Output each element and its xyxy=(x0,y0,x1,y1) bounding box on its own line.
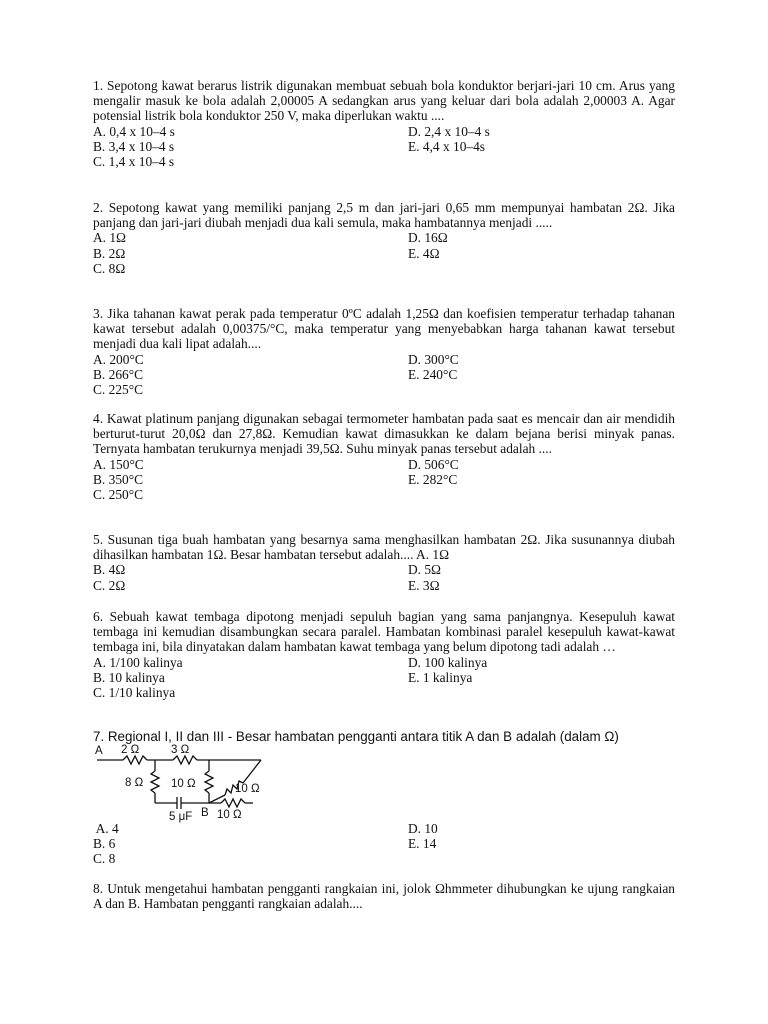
option-d: D. 506°C xyxy=(408,456,459,472)
option-d: D. 100 kalinya xyxy=(408,654,488,670)
option-a: A. 200°C xyxy=(93,351,144,367)
question-1 xyxy=(93,78,675,169)
option-d: D. 10 xyxy=(408,821,438,836)
option-d: D. 16Ω xyxy=(408,230,448,246)
option-b: B. 2Ω xyxy=(93,245,126,261)
r4-label: 10 Ω xyxy=(171,778,196,790)
option-a: A. 1Ω xyxy=(93,230,127,246)
option-b: B. 10 kalinya xyxy=(93,669,165,685)
r3-label: 8 Ω xyxy=(125,777,144,789)
question-7-text: 7. Regional I, II dan III - Besar hambatan pengganti antara titik A dan B adalah (dalam Ω) xyxy=(93,729,619,744)
circuit-diagram xyxy=(93,743,273,823)
r5-label: 10 Ω xyxy=(235,783,260,795)
option-a: A. 1/100 kalinya xyxy=(93,654,183,670)
option-e: E. 4Ω xyxy=(408,245,440,261)
resistor-8ohm xyxy=(151,771,159,793)
r6-label: 10 Ω xyxy=(217,809,242,821)
question-3-options-row-2 xyxy=(93,367,675,382)
capacitor-label: 5 μF xyxy=(169,811,193,823)
point-a-label: A xyxy=(95,745,103,757)
question-4-text: 4. Kawat platinum panjang digunakan sebagai termometer hambatan pada saat es mencair dan air mendidih berturut-turut 20,0Ω dan 27,8Ω. Kemudian kawat dimasukkan ke dalam bejana berisi minyak panas. Ternyata hambatan terukurnya menjadi 39,5Ω. Suhu minyak panas tersebut adalah .... xyxy=(93,411,675,457)
option-d: D. 300°C xyxy=(408,351,459,367)
option-c: C. 1,4 x 10–4 s xyxy=(93,153,175,169)
question-4-options-row-2 xyxy=(93,472,675,487)
question-2-options-row-2 xyxy=(93,246,675,261)
option-e: E. 3Ω xyxy=(408,577,440,593)
question-2-options-row-3 xyxy=(93,261,675,276)
option-b: B. 350°C xyxy=(93,471,143,487)
resistor-3ohm xyxy=(173,756,197,764)
question-7-options-row-2 xyxy=(93,836,675,851)
question-2 xyxy=(93,200,675,276)
option-d: D. 2,4 x 10–4 s xyxy=(408,123,490,139)
question-5-options-row-2 xyxy=(93,578,675,593)
resistor-10ohm-middle xyxy=(205,771,213,793)
question-8 xyxy=(93,881,675,911)
question-6-text: 6. Sebuah kawat tembaga dipotong menjadi sepuluh bagian yang sama panjangnya. Kesepuluh kawat tembaga ini kemudian disambungkan secara paralel. Hambatan kombinasi paralel kesepuluh kawat-kawat tembaga ini, bila dinyatakan dalam hambatan kawat tembaga yang belum dipotong tadi adalah … xyxy=(93,609,675,655)
question-6-options-row-1 xyxy=(93,655,675,670)
option-b: B. 6 xyxy=(93,836,116,852)
question-6-options-row-3 xyxy=(93,685,675,700)
question-5 xyxy=(93,532,675,593)
option-e: E. 4,4 x 10–4s xyxy=(408,138,485,154)
option-c: C. 250°C xyxy=(93,486,143,502)
point-b-label: B xyxy=(201,807,209,819)
question-3-options-row-3 xyxy=(93,382,675,397)
r2-label: 3 Ω xyxy=(171,744,190,756)
question-2-text: 2. Sepotong kawat yang memiliki panjang 2,5 m dan jari-jari 0,65 mm mempunyai hambatan 2Ω. Jika panjang dan jari-jari diubah menjadi dua kali semula, maka hambatannya menjadi ..... xyxy=(93,200,675,231)
question-7-options xyxy=(93,821,675,867)
question-8-text: 8. Untuk mengetahui hambatan pengganti rangkaian ini, jolok Ωhmmeter dihubungkan ke ujung rangkaian A dan B. Hambatan pengganti rangkaian adalah.... xyxy=(93,881,675,912)
question-4-options-row-1 xyxy=(93,457,675,472)
option-a: A. 150°C xyxy=(93,456,144,472)
question-6 xyxy=(93,609,675,700)
r1-label: 2 Ω xyxy=(121,744,140,756)
option-e: E. 1 kalinya xyxy=(408,669,473,685)
option-c: C. 8Ω xyxy=(93,260,126,276)
question-1-options-row-1 xyxy=(93,124,675,139)
option-c: C. 1/10 kalinya xyxy=(93,684,176,700)
question-2-options-row-1 xyxy=(93,230,675,245)
option-d: D. 5Ω xyxy=(408,562,442,578)
question-1-options-row-2 xyxy=(93,139,675,154)
question-7-options-row-3 xyxy=(93,851,675,866)
question-3 xyxy=(93,306,675,397)
option-b: B. 3,4 x 10–4 s xyxy=(93,138,175,154)
option-c: C. 225°C xyxy=(93,381,143,397)
option-c: C. 8 xyxy=(93,851,116,867)
option-e: E. 240°C xyxy=(408,366,458,382)
question-1-options-row-3 xyxy=(93,154,675,169)
question-3-text: 3. Jika tahanan kawat perak pada temperatur 0ºC adalah 1,25Ω dan koefisien temperatur terhadap tahanan kawat tersebut adalah 0,00375/°C, maka temperatur yang menyebabkan harga tahanan kawat tersebut menjadi dua kali lipat adalah.... xyxy=(93,306,675,352)
question-4-options-row-3 xyxy=(93,487,675,502)
question-7 xyxy=(93,729,675,744)
question-1-text: 1. Sepotong kawat berarus listrik digunakan membuat sebuah bola konduktor berjari-jari 10 cm. Arus yang mengalir masuk ke bola adalah 2,00005 A sedangkan arus yang keluar dari bola adalah 2,00003 A. Agar potensial listrik bola konduktor 250 V, maka diperlukan waktu .... xyxy=(93,78,675,124)
option-a: A. 4 xyxy=(93,821,119,836)
option-e: E. 14 xyxy=(408,836,437,852)
option-c: C. 2Ω xyxy=(93,577,126,593)
resistor-10ohm-bottom xyxy=(221,799,245,807)
option-e: E. 282°C xyxy=(408,471,458,487)
question-5-options-row-1 xyxy=(93,562,675,577)
option-b: B. 266°C xyxy=(93,366,143,382)
question-5-text: 5. Susunan tiga buah hambatan yang besarnya sama menghasilkan hambatan 2Ω. Jika susunannya diubah dihasilkan hambatan 1Ω. Besar hambatan tersebut adalah.... A. 1Ω xyxy=(93,532,675,563)
resistor-2ohm xyxy=(123,756,147,764)
option-b: B. 4Ω xyxy=(93,562,126,578)
option-a: A. 0,4 x 10–4 s xyxy=(93,123,175,139)
question-3-options-row-1 xyxy=(93,352,675,367)
question-4 xyxy=(93,411,675,502)
question-6-options-row-2 xyxy=(93,670,675,685)
question-7-options-row-1 xyxy=(93,821,675,836)
